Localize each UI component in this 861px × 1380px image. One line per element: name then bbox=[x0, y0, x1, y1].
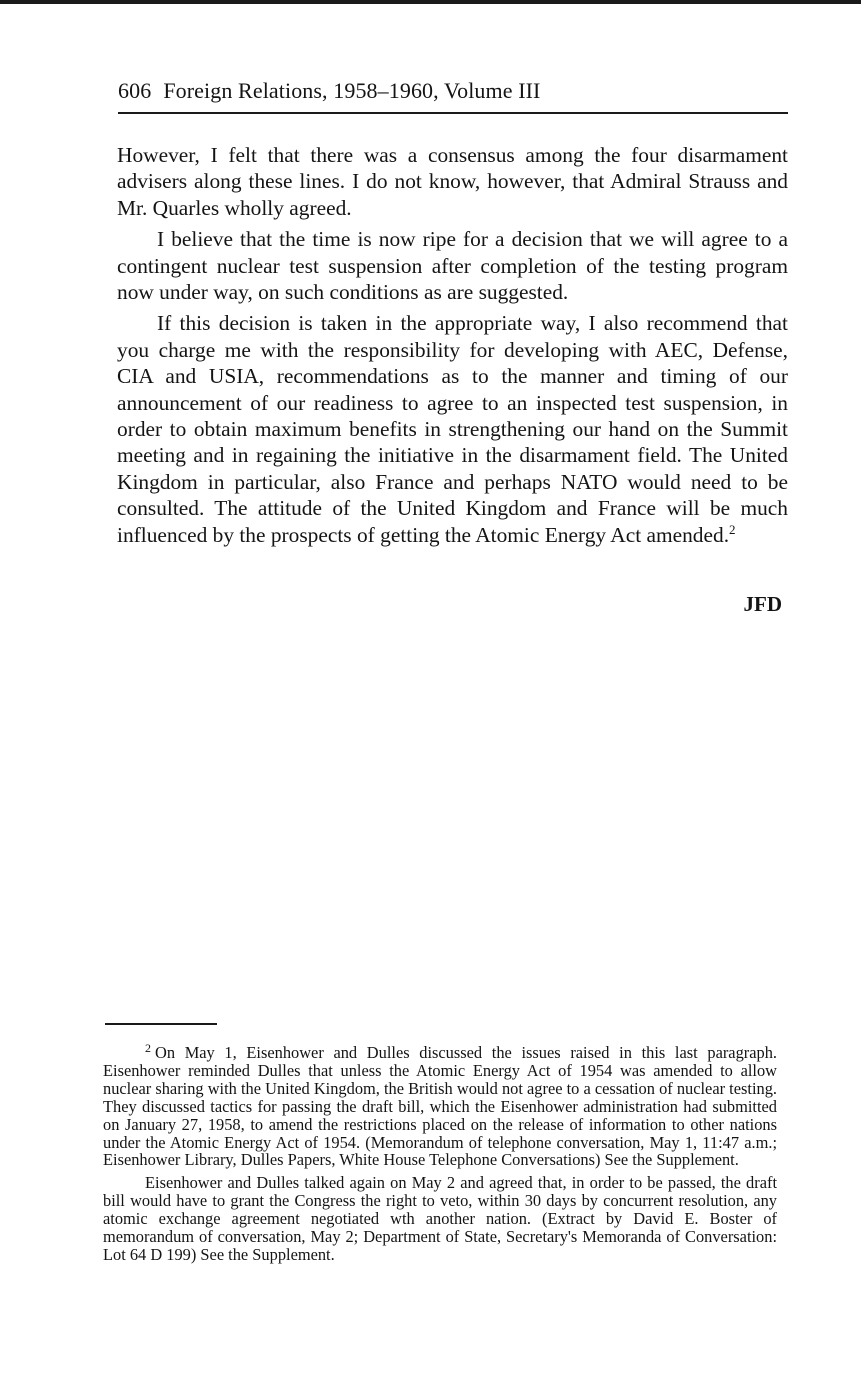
footnote-paragraph-2: Eisenhower and Dulles talked again on May 2 and agreed that, in order to be passed, the draft bill would have to grant the Congress the right to veto, within 30 days by concurrent resolution, any atomic exchange agreement negotiated wth another nation. (Extract by David E. Boster of memorandum of conversation, May 2; Department of State, Secretary's Memoranda of Conversation: Lot 64 D 199) See the Supplement. bbox=[103, 1173, 777, 1264]
main-text bbox=[117, 142, 788, 548]
footnote-text-1: On May 1, Eisenhower and Dulles discussed the issues raised in this last paragraph. Eisenhower reminded Dulles that unless the Atomic Energy Act of 1954 was amended to allow nuclear sharing with the United Kingdom, the British would not agree to a cessation of nuclear testing. They discussed tactics for passing the draft bill, which the Eisenhower administration had submitted on January 27, 1958, to amend the restrictions placed on the release of information to other nations under the Atomic Energy Act of 1954. (Memorandum of telephone conversation, May 1, 11:47 a.m.; Eisenhower Library, Dulles Papers, White House Telephone Conversations) See the Supplement. bbox=[103, 1043, 777, 1170]
signature-initials: JFD bbox=[743, 592, 782, 616]
volume-title: Foreign Relations, 1958–1960, Volume III bbox=[163, 78, 541, 103]
footnote-reference[interactable]: 2 bbox=[729, 521, 736, 537]
footnote-number: 2 bbox=[145, 1040, 151, 1055]
running-header bbox=[118, 74, 788, 114]
page-top-edge bbox=[0, 0, 861, 4]
paragraph-3 bbox=[117, 310, 788, 548]
page-number: 606 bbox=[118, 78, 152, 103]
paragraph-1: However, I felt that there was a consensus among the four disarmament advisers along these lines. I do not know, however, that Admiral Strauss and Mr. Quarles wholly agreed. bbox=[117, 143, 788, 220]
footnote-divider bbox=[105, 1023, 217, 1025]
paragraph-3-text: If this decision is taken in the appropriate way, I also recommend that you charge me with the responsibility for developing with AEC, Defense, CIA and USIA, recommendations as to the manner and timing of our announcement of our readiness to agree to an inspected test suspension, in order to obtain maximum benefits in strengthening our hand on the Summit meeting and in regaining the initiative in the disarmament field. The United Kingdom in particular, also France and perhaps NATO would need to be consulted. The attitude of the United Kingdom and France will be much influenced by the prospects of getting the Atomic Energy Act amended. bbox=[117, 311, 788, 547]
footnotes bbox=[103, 1040, 777, 1264]
paragraph-2: I believe that the time is now ripe for a decision that we will agree to a contingent nuclear test suspension after completion of the testing program now under way, on such conditions as are suggested. bbox=[117, 227, 788, 305]
header-text bbox=[118, 78, 540, 104]
footnote-paragraph-1 bbox=[103, 1040, 777, 1170]
